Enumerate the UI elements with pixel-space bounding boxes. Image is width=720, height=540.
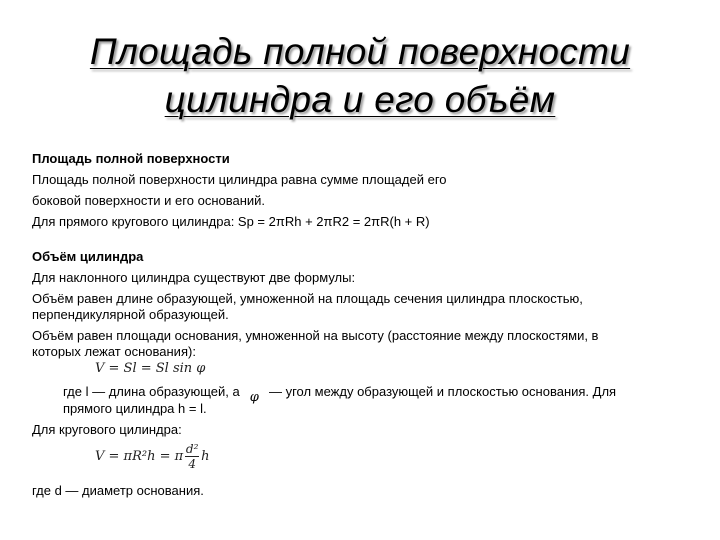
surface-area-formula: Sp = 2πRh + 2πR2 = 2πR(h + R) xyxy=(237,214,430,229)
circular-formula-right: h xyxy=(201,448,210,464)
formula2-text-line-1: Объём равен площади основания, умноженной на высоту (расстояние между плоскостями, в xyxy=(32,328,599,343)
fraction xyxy=(185,442,199,471)
area-right-cylinder-line xyxy=(32,214,430,230)
area-heading: Площадь полной поверхности xyxy=(32,151,230,166)
where-line-1-start: где l — длина образующей, а xyxy=(63,384,240,399)
where-line-1 xyxy=(63,384,617,405)
formula1-text-line-1: Объём равен длине образующей, умноженной на площадь сечения цилиндра плоскостью, xyxy=(32,291,583,306)
right-cylinder-prefix: Для прямого кругового цилиндра: xyxy=(32,214,238,229)
page-title xyxy=(0,28,720,124)
volume-formula-circular xyxy=(95,438,210,474)
fraction-denominator: 4 xyxy=(188,456,196,471)
formula1-text-line-2: перпендикулярной образующей. xyxy=(32,307,229,322)
circular-formula-left: V = πR²h = π xyxy=(95,448,184,464)
volume-formula-inclined: V = Sl = Sl sin φ xyxy=(95,361,206,376)
volume-heading: Объём цилиндра xyxy=(32,249,144,264)
fraction-numerator: d² xyxy=(185,441,199,456)
diameter-note: где d — диаметр основания. xyxy=(32,483,204,498)
title-line-2: цилиндра и его объём xyxy=(164,79,556,120)
area-text-line-2: боковой поверхности и его оснований. xyxy=(32,193,266,208)
title-line-1: Площадь полной поверхности xyxy=(89,31,631,72)
where-line-2: прямого цилиндра h = l. xyxy=(63,401,207,416)
formula2-text-line-2: которых лежат основания): xyxy=(32,344,196,359)
inclined-intro: Для наклонного цилиндра существуют две формулы: xyxy=(32,270,356,285)
area-text-line-1: Площадь полной поверхности цилиндра равна сумме площадей его xyxy=(32,172,447,187)
phi-symbol: φ xyxy=(249,390,259,405)
circular-intro: Для кругового цилиндра: xyxy=(32,422,182,437)
where-line-1-end: — угол между образующей и плоскостью основания. Для xyxy=(268,384,617,399)
